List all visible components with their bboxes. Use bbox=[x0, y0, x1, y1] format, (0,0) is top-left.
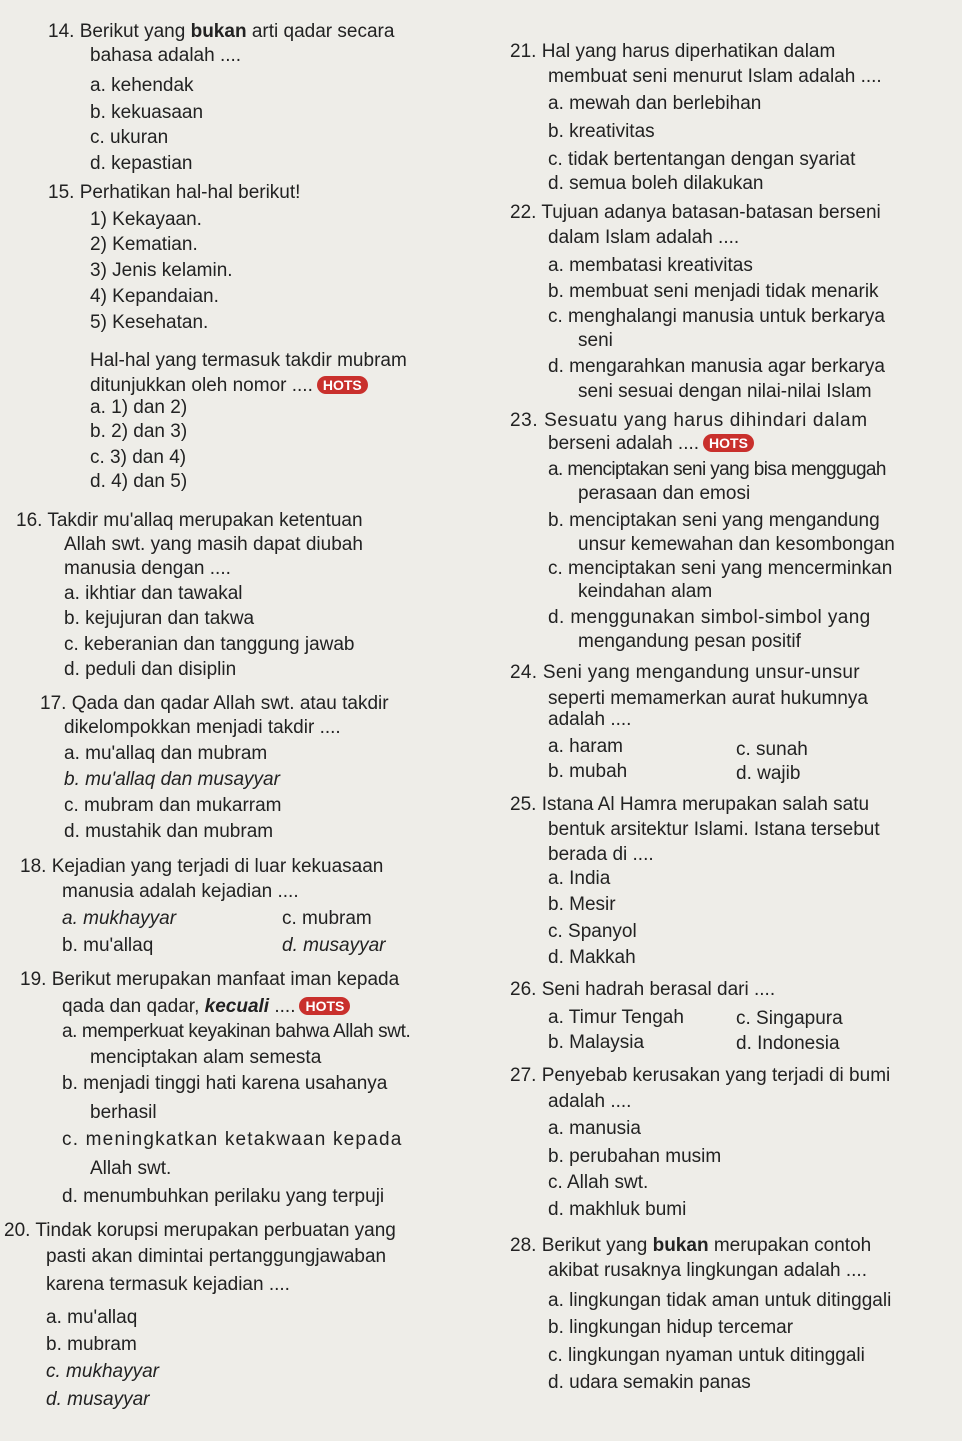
hots-badge: HOTS bbox=[299, 997, 350, 1015]
question-25-stem-3: berada di .... bbox=[548, 844, 654, 865]
question-25-stem-1: 25. Istana Al Hamra merupakan salah satu bbox=[510, 794, 870, 815]
q28-option-a[interactable]: a. lingkungan tidak aman untuk ditinggali bbox=[548, 1290, 892, 1311]
q17-option-b[interactable]: b. mu'allaq dan musayyar bbox=[64, 769, 280, 790]
q26-option-b[interactable]: b. Malaysia bbox=[548, 1032, 645, 1053]
q15-option-b[interactable]: b. 2) dan 3) bbox=[90, 421, 188, 442]
question-21-stem-2: membuat seni menurut Islam adalah .... bbox=[548, 66, 882, 87]
q23-option-a[interactable]: a. menciptakan seni yang bisa menggugah bbox=[548, 459, 886, 480]
q15-item-1: 1) Kekayaan. bbox=[90, 209, 202, 230]
q23-option-d-cont: mengandung pesan positif bbox=[578, 631, 801, 652]
q19-option-d[interactable]: d. menumbuhkan perilaku yang terpuji bbox=[62, 1186, 385, 1207]
q23-option-d[interactable]: d. menggunakan simbol-simbol yang bbox=[548, 607, 871, 628]
question-15-prompt-1: Hal-hal yang termasuk takdir mubram bbox=[90, 350, 407, 371]
question-28-stem-1: 28. Berikut yang bukan merupakan contoh bbox=[510, 1235, 872, 1256]
q14-option-a[interactable]: a. kehendak bbox=[90, 75, 194, 96]
q17-option-d[interactable]: d. mustahik dan mubram bbox=[64, 821, 274, 842]
question-27-stem-1: 27. Penyebab kerusakan yang terjadi di bumi bbox=[510, 1065, 891, 1086]
question-23-stem-1: 23. Sesuatu yang harus dihindari dalam bbox=[510, 410, 868, 431]
question-20-stem-1: 20. Tindak korupsi merupakan perbuatan yang bbox=[4, 1220, 396, 1241]
q18-option-d[interactable]: d. musayyar bbox=[282, 935, 386, 956]
q22-option-c[interactable]: c. menghalangi manusia untuk berkarya bbox=[548, 306, 885, 327]
q21-option-c[interactable]: c. tidak bertentangan dengan syariat bbox=[548, 149, 856, 170]
question-14 bbox=[48, 20, 394, 44]
q25-option-d[interactable]: d. Makkah bbox=[548, 947, 636, 968]
question-21-stem-1: 21. Hal yang harus diperhatikan dalam bbox=[510, 41, 836, 62]
question-22-stem-2: dalam Islam adalah .... bbox=[548, 227, 740, 248]
q23-option-b[interactable]: b. menciptakan seni yang mengandung bbox=[548, 510, 880, 531]
q23-option-c[interactable]: c. menciptakan seni yang mencerminkan bbox=[548, 558, 893, 579]
question-23-stem-2: berseni adalah .... HOTS bbox=[548, 432, 754, 456]
q19-option-b[interactable]: b. menjadi tinggi hati karena usahanya bbox=[62, 1073, 388, 1094]
q19-option-a[interactable]: a. memperkuat keyakinan bahwa Allah swt. bbox=[62, 1021, 411, 1042]
question-27-stem-2: adalah .... bbox=[548, 1091, 632, 1112]
q14-option-d[interactable]: d. kepastian bbox=[90, 153, 193, 174]
q21-option-d[interactable]: d. semua boleh dilakukan bbox=[548, 173, 764, 194]
q20-option-b[interactable]: b. mubram bbox=[46, 1334, 137, 1355]
q24-option-d[interactable]: d. wajib bbox=[736, 763, 801, 784]
q19-option-a-cont: menciptakan alam semesta bbox=[90, 1047, 322, 1068]
q28-option-d[interactable]: d. udara semakin panas bbox=[548, 1372, 751, 1393]
q16-option-a[interactable]: a. ikhtiar dan tawakal bbox=[64, 583, 243, 604]
question-15-stem: 15. Perhatikan hal-hal berikut! bbox=[48, 182, 301, 203]
q26-option-a[interactable]: a. Timur Tengah bbox=[548, 1007, 684, 1028]
question-22-stem-1: 22. Tujuan adanya batasan-batasan berseni bbox=[510, 202, 881, 223]
q17-option-c[interactable]: c. mubram dan mukarram bbox=[64, 795, 282, 816]
q28-option-b[interactable]: b. lingkungan hidup tercemar bbox=[548, 1317, 794, 1338]
q15-option-d[interactable]: d. 4) dan 5) bbox=[90, 471, 188, 492]
q21-option-a[interactable]: a. mewah dan berlebihan bbox=[548, 93, 762, 114]
q15-item-5: 5) Kesehatan. bbox=[90, 312, 209, 333]
q27-option-d[interactable]: d. makhluk bumi bbox=[548, 1199, 687, 1220]
question-28-stem-2: akibat rusaknya lingkungan adalah .... bbox=[548, 1260, 867, 1281]
question-26-stem: 26. Seni hadrah berasal dari .... bbox=[510, 979, 776, 1000]
q15-item-2: 2) Kematian. bbox=[90, 234, 198, 255]
q20-option-c[interactable]: c. mukhayyar bbox=[46, 1361, 159, 1382]
question-24-stem-1: 24. Seni yang mengandung unsur-unsur bbox=[510, 662, 860, 683]
q15-item-4: 4) Kepandaian. bbox=[90, 286, 219, 307]
question-16-stem-3: manusia dengan .... bbox=[64, 558, 231, 579]
q16-option-c[interactable]: c. keberanian dan tanggung jawab bbox=[64, 634, 355, 655]
question-18-stem-2: manusia adalah kejadian .... bbox=[62, 881, 299, 902]
q17-option-a[interactable]: a. mu'allaq dan mubram bbox=[64, 743, 268, 764]
q27-option-c[interactable]: c. Allah swt. bbox=[548, 1172, 649, 1193]
question-16-stem-2: Allah swt. yang masih dapat diubah bbox=[64, 534, 363, 555]
q15-option-c[interactable]: c. 3) dan 4) bbox=[90, 447, 187, 468]
q16-option-b[interactable]: b. kejujuran dan takwa bbox=[64, 608, 255, 629]
question-20-stem-2: pasti akan dimintai pertanggungjawaban bbox=[46, 1246, 387, 1267]
hots-badge: HOTS bbox=[703, 434, 754, 452]
q18-option-c[interactable]: c. mubram bbox=[282, 908, 372, 929]
question-14-stem-2: bahasa adalah .... bbox=[90, 45, 242, 66]
q27-option-a[interactable]: a. manusia bbox=[548, 1118, 641, 1139]
q22-option-c-cont: seni bbox=[578, 330, 613, 351]
question-15-prompt-2: ditunjukkan oleh nomor .... HOTS bbox=[90, 374, 368, 398]
q25-option-b[interactable]: b. Mesir bbox=[548, 894, 616, 915]
q19-option-c-cont: Allah swt. bbox=[90, 1158, 172, 1179]
q26-option-d[interactable]: d. Indonesia bbox=[736, 1033, 840, 1054]
question-14-stem: 14. Berikut yang bukan arti qadar secara bbox=[48, 21, 395, 42]
q24-option-b[interactable]: b. mubah bbox=[548, 761, 628, 782]
question-16-stem-1: 16. Takdir mu'allaq merupakan ketentuan bbox=[16, 510, 363, 531]
q20-option-d[interactable]: d. musayyar bbox=[46, 1389, 150, 1410]
hots-badge: HOTS bbox=[317, 376, 368, 394]
q20-option-a[interactable]: a. mu'allaq bbox=[46, 1307, 138, 1328]
q15-option-a[interactable]: a. 1) dan 2) bbox=[90, 397, 188, 418]
q28-option-c[interactable]: c. lingkungan nyaman untuk ditinggali bbox=[548, 1345, 865, 1366]
q25-option-a[interactable]: a. India bbox=[548, 868, 611, 889]
q22-option-d-cont: seni sesuai dengan nilai-nilai Islam bbox=[578, 381, 872, 402]
question-19-stem-1: 19. Berikut merupakan manfaat iman kepada bbox=[20, 969, 400, 990]
q22-option-a[interactable]: a. membatasi kreativitas bbox=[548, 255, 753, 276]
q22-option-b[interactable]: b. membuat seni menjadi tidak menarik bbox=[548, 281, 879, 302]
question-17-stem-2: dikelompokkan menjadi takdir .... bbox=[64, 717, 341, 738]
q22-option-d[interactable]: d. mengarahkan manusia agar berkarya bbox=[548, 356, 885, 377]
q24-option-a[interactable]: a. haram bbox=[548, 736, 623, 757]
q19-option-c[interactable]: c. meningkatkan ketakwaan kepada bbox=[62, 1129, 403, 1150]
q14-option-c[interactable]: c. ukuran bbox=[90, 127, 169, 148]
q23-option-c-cont: keindahan alam bbox=[578, 581, 713, 602]
q26-option-c[interactable]: c. Singapura bbox=[736, 1008, 843, 1029]
q14-option-b[interactable]: b. kekuasaan bbox=[90, 102, 204, 123]
q16-option-d[interactable]: d. peduli dan disiplin bbox=[64, 659, 237, 680]
q19-option-b-cont: berhasil bbox=[90, 1102, 157, 1123]
q18-option-a[interactable]: a. mukhayyar bbox=[62, 908, 177, 929]
q23-option-b-cont: unsur kemewahan dan kesombongan bbox=[578, 534, 895, 555]
q15-item-3: 3) Jenis kelamin. bbox=[90, 260, 233, 281]
question-25-stem-2: bentuk arsitektur Islami. Istana tersebut bbox=[548, 819, 880, 840]
q24-option-c[interactable]: c. sunah bbox=[736, 739, 808, 760]
question-24-stem-2: seperti memamerkan aurat hukumnya bbox=[548, 688, 868, 709]
question-19-stem-2: qada dan qadar, kecuali .... HOTS bbox=[62, 995, 350, 1019]
q25-option-c[interactable]: c. Spanyol bbox=[548, 921, 637, 942]
q18-option-b[interactable]: b. mu'allaq bbox=[62, 935, 154, 956]
question-24-stem-3: adalah .... bbox=[548, 709, 632, 730]
question-20-stem-3: karena termasuk kejadian .... bbox=[46, 1274, 290, 1295]
question-18-stem-1: 18. Kejadian yang terjadi di luar kekuasaan bbox=[20, 856, 384, 877]
question-17-stem-1: 17. Qada dan qadar Allah swt. atau takdir bbox=[40, 693, 389, 714]
q23-option-a-cont: perasaan dan emosi bbox=[578, 483, 751, 504]
q27-option-b[interactable]: b. perubahan musim bbox=[548, 1146, 722, 1167]
q21-option-b[interactable]: b. kreativitas bbox=[548, 121, 655, 142]
